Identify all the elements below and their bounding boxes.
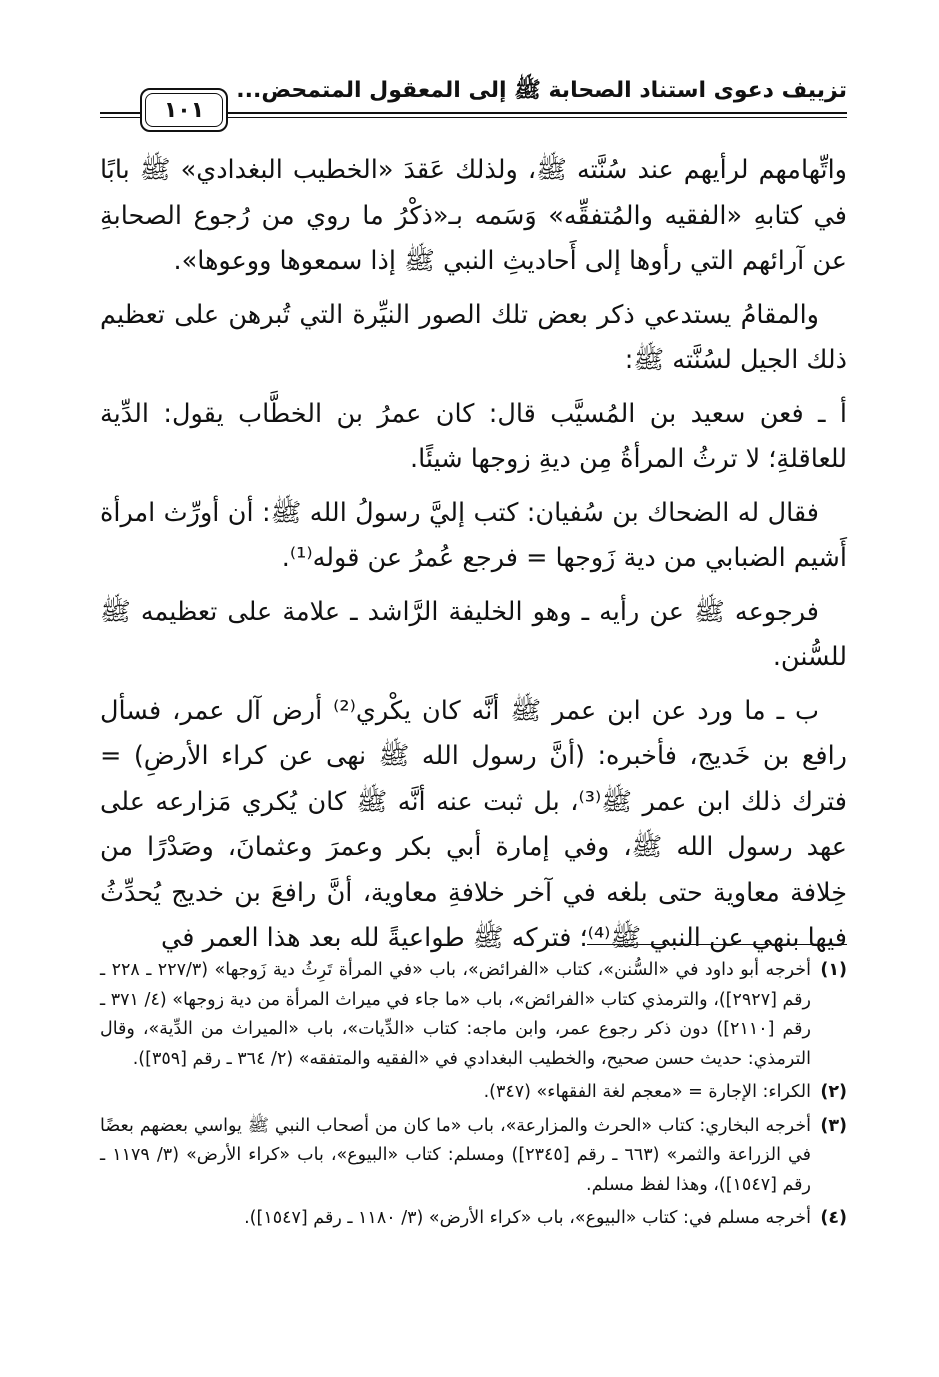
page-header — [100, 76, 847, 126]
paragraph: والمقامُ يستدعي ذكر بعض تلك الصور النيِّرة التي تُبرهن على تعظيم ذلك الجيل لسُنَّته ﷺ: — [100, 299, 847, 375]
header-rule — [228, 112, 847, 118]
paragraph: فرجوعه ﷺ عن رأيه ـ وهو الخليفة الرَّاشد ـ علامة على تعظيمه ﷺ للسُّنن. — [100, 596, 847, 672]
main-text — [100, 148, 847, 970]
header-rule-left — [100, 112, 140, 118]
footnote-text: أخرجه مسلم في: كتاب «البيوع»، باب «كراء الأرض» (٣/ ١١٨٠ ـ رقم [١٥٤٧]). — [244, 1208, 811, 1228]
paragraph: واتِّهامهم لرأيهم عند سُنَّته ﷺ، ولذلك عَقدَ «الخطيب البغدادي» ﷺ بابًا في كتابهِ «الفقيه والمُتفقِّه» وَسَمه بـ«ذكْرُ ما روي من رُجوع الصحابةِ عن آرائهم التي رأوها إلى أَحاديثِ النبي ﷺ إذا سمعوها ووعوها». — [100, 155, 847, 276]
footnote-number: (٢) — [820, 1082, 847, 1102]
footnote-text: أخرجه البخاري: كتاب «الحرث والمزارعة»، باب «ما كان من أصحاب النبي ﷺ يواسي بعضهم بعضًا في الزراعة والثمر» (٦٦٣ ـ رقم [٢٣٤٥]) ومسلم: كتاب «البيوع»، باب «كراء الأرض» (٣/ ١١٧٩ ـ رقم [١٥٤٧])، وهذا لفظ مسلم. — [100, 1115, 811, 1195]
footnote-number: (٤) — [820, 1208, 847, 1228]
footnote-number: (٣) — [820, 1115, 847, 1136]
page-number: ١٠١ — [145, 93, 223, 127]
page-number-frame — [140, 88, 228, 132]
footnote — [100, 1078, 847, 1108]
footnote — [100, 1112, 847, 1201]
running-title: تزييف دعوى استناد الصحابة ﷺ إلى المعقول المتمحض... — [236, 78, 847, 103]
footnote-text: أخرجه أبو داود في «السُّنن»، كتاب «الفرائض»، باب «في المرأة تَرِثُ دية زَوجها» (٢٢٧/٣ ـ ٢٢٨ ـ رقم [٢٩٢٧])، والترمذي كتاب «الفرائض»، باب «ما جاء في ميراث المرأة من دية زوجها» (٤/ ٣٧١ ـ رقم [٢١١٠]) دون ذكر رجوع عمر، وابن ماجه: كتاب «الدِّيات»، باب «الميراث من الدِّية»، وقال الترمذي: حديث حسن صحيح، والخطيب البغدادي في «الفقيه والمتفقه» (٢/ ٣٦٤ ـ رقم [٣٥٩]). — [100, 960, 811, 1069]
paragraph: فقال له الضحاك بن سُفيان: كتب إليَّ رسولُ الله ﷺ: أن أورِّث امرأة أَشيم الضبابي من دية زَوجها = فرجع عُمرُ عن قوله⁽¹⁾. — [100, 497, 847, 573]
footnote-number: (١) — [820, 960, 847, 980]
footnote — [100, 956, 847, 1074]
paragraph: أ ـ فعن سعيد بن المُسيَّب قال: كان عمرُ بن الخطَّاب يقول: الدِّية للعاقلةِ؛ لا ترثُ المرأةُ مِن ديةِ زوجها شيئًا. — [100, 398, 847, 474]
paragraph: ب ـ ما ورد عن ابن عمر ﷺ أنَّه كان يكْري⁽²⁾ أرض آل عمر، فسأل رافع بن خَديج، فأخبره: (أنَّ رسول الله ﷺ نهى عن كراء الأرضِ) = فترك ذلك ابن عمر ﷺ⁽³⁾، بل ثبت عنه أنَّه ﷺ كان يُكري مَزارعه على عهد رسول الله ﷺ، وفي إمارة أبي بكر وعمرَ وعثمانَ، وصَدْرًا من خِلافة معاوية حتى بلغه في آخر خلافةِ معاوية، أنَّ رافعَ بن خديج يُحدِّثُ فيها بنهي عن النبي ﷺ⁽⁴⁾؛ فتركه ﷺ طواعيةً لله بعد هذا العمر في — [100, 695, 847, 953]
footnotes — [100, 956, 847, 1238]
footnote-text: الكراء: الإجارة = «معجم لغة الفقهاء» (٣٤٧). — [483, 1082, 811, 1102]
footnote — [100, 1204, 847, 1234]
footnote-separator — [587, 944, 847, 945]
